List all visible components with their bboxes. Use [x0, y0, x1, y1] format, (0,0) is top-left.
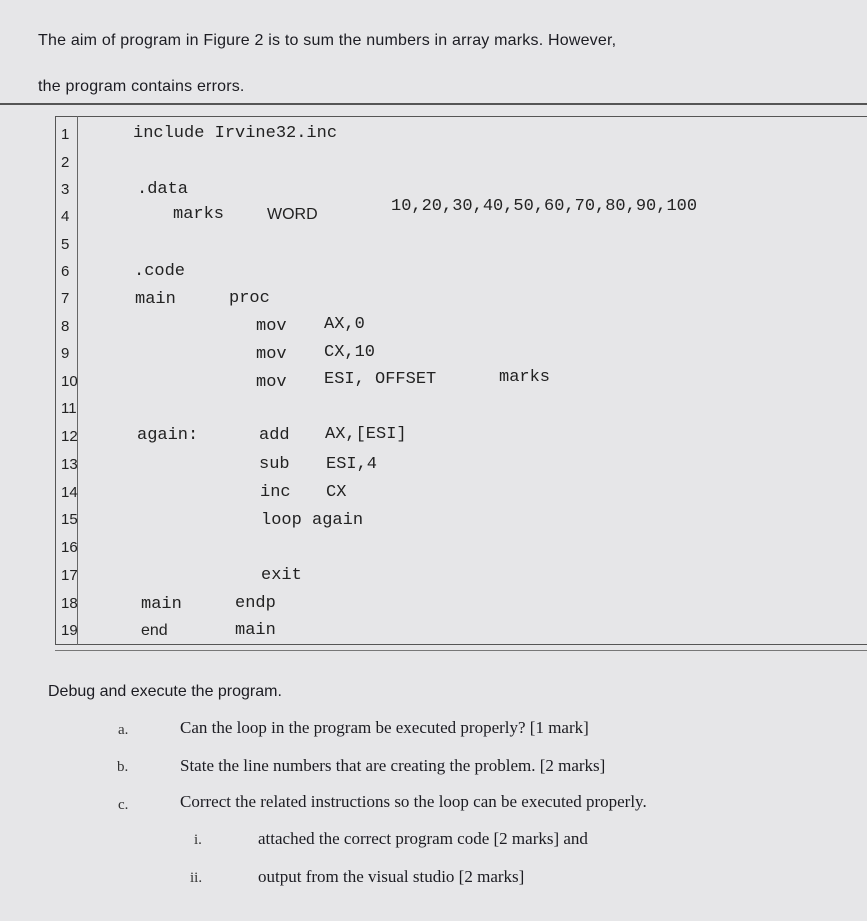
code-op: mov [256, 373, 287, 392]
line-number: 16 [61, 539, 78, 556]
code-include: include Irvine32.inc [133, 124, 338, 143]
code-args: ESI, OFFSET [324, 370, 437, 389]
line-number: 4 [61, 208, 70, 225]
question-letter: a. [118, 722, 129, 738]
question-text: Correct the related instructions so the loop can be executed properly. [180, 792, 647, 811]
code-endp-keyword: endp [235, 594, 276, 613]
top-rule [0, 103, 867, 105]
intro-line-1: The aim of program in Figure 2 is to sum the numbers in array marks. However, [38, 32, 617, 49]
subitem-numeral: i. [194, 832, 202, 848]
code-args: CX [326, 483, 347, 502]
task-instruction: Debug and execute the program. [48, 683, 282, 700]
subitem-text: output from the visual studio [2 marks] [258, 867, 525, 886]
line-number: 7 [61, 290, 70, 307]
code-op: add [259, 426, 290, 445]
line-number: 15 [61, 511, 78, 528]
code-op: mov [256, 345, 287, 364]
code-again-label: again: [137, 426, 199, 445]
code-main-name: main [235, 621, 276, 640]
code-op: inc [260, 483, 291, 502]
code-op: sub [259, 455, 290, 474]
line-number: 12 [61, 428, 78, 445]
line-number: 6 [61, 263, 70, 280]
code-main-name: main [141, 595, 182, 614]
code-op: mov [256, 317, 287, 336]
line-number: 5 [61, 236, 70, 253]
subitem-text: attached the correct program code [2 marks] and [258, 829, 588, 848]
code-end-keyword: end [141, 622, 168, 639]
line-number: 2 [61, 154, 70, 171]
line-number: 9 [61, 345, 70, 362]
code-loop: loop again [261, 511, 364, 530]
code-array-values: 10,20,30,40,50,60,70,80,90,100 [391, 197, 698, 216]
line-number: 3 [61, 181, 70, 198]
line-number: 19 [61, 622, 78, 639]
line-number: 1 [61, 126, 70, 143]
code-data-directive: .data [137, 180, 189, 199]
subitem-numeral: ii. [190, 870, 203, 886]
code-args: AX,0 [324, 315, 365, 334]
code-args: ESI,4 [326, 455, 378, 474]
code-exit: exit [261, 566, 302, 585]
code-main-name: main [135, 290, 176, 309]
line-number: 14 [61, 484, 78, 501]
code-word-type: WORD [267, 206, 318, 223]
question-text: State the line numbers that are creating the problem. [2 marks] [180, 756, 606, 775]
code-code-directive: .code [134, 262, 186, 281]
line-number: 8 [61, 318, 70, 335]
code-args: AX,[ESI] [325, 425, 407, 444]
intro-line-2: the program contains errors. [38, 78, 245, 95]
code-marks-label: marks [173, 205, 225, 224]
code-proc-keyword: proc [229, 289, 270, 308]
line-number: 17 [61, 567, 78, 584]
code-args: CX,10 [324, 343, 376, 362]
line-number: 18 [61, 595, 78, 612]
line-number: 11 [61, 400, 77, 417]
question-letter: b. [117, 759, 129, 775]
line-number: 13 [61, 456, 78, 473]
code-marks-operand: marks [499, 368, 551, 387]
question-letter: c. [118, 797, 129, 813]
question-text: Can the loop in the program be executed properly? [1 mark] [180, 718, 589, 737]
bottom-rule [55, 650, 867, 651]
line-number: 10 [61, 373, 78, 390]
